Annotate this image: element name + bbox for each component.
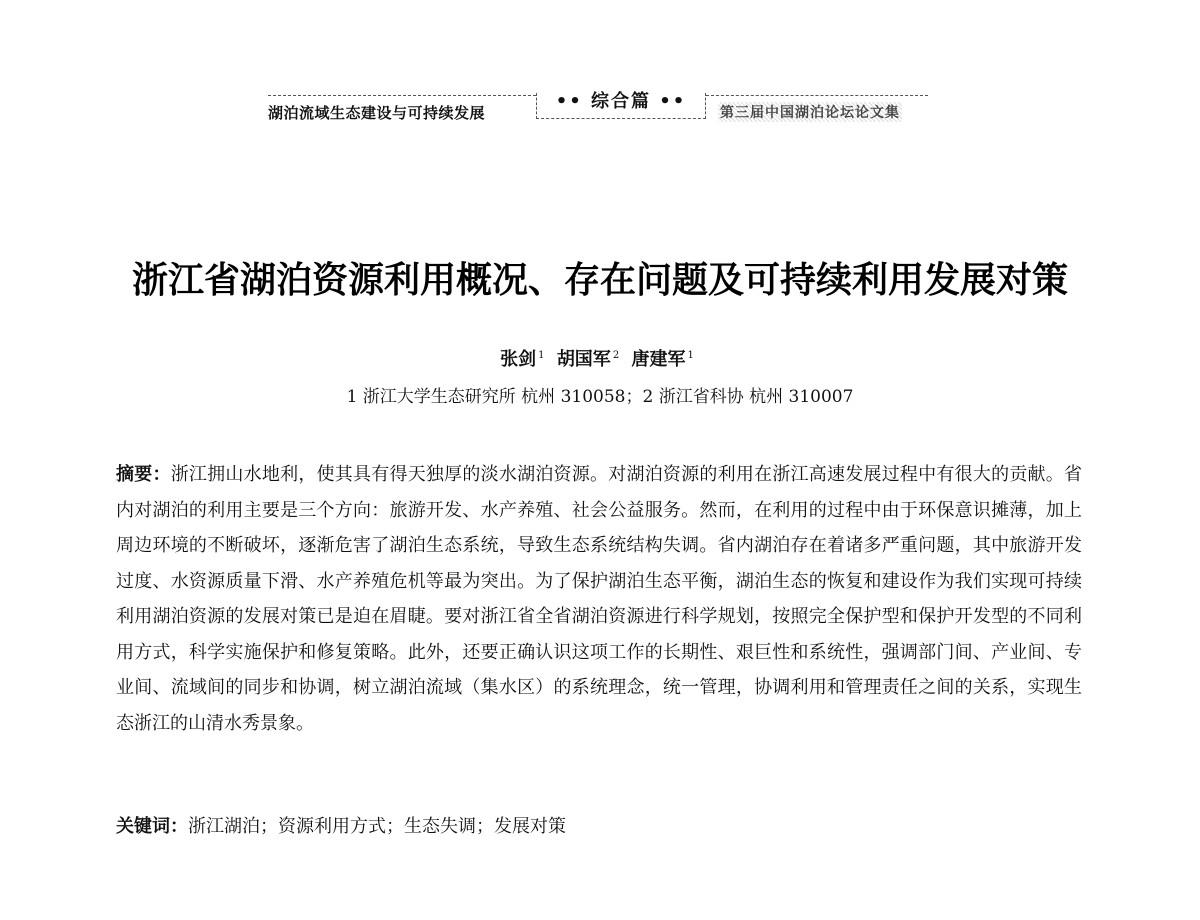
abstract (116, 457, 1082, 741)
running-header (268, 90, 928, 122)
abstract-text: 浙江拥山水地利，使其具有得天独厚的淡水湖泊资源。对湖泊资源的利用在浙江高速发展过程中有很大的贡献。省内对湖泊的利用主要是三个方向：旅游开发、水产养殖、社会公益服务。然而，在利用的过程中由于环保意识摊薄，加上周边环境的不断破坏，逐渐危害了湖泊生态系统，导致生态系统结构失调。省内湖泊存在着诸多严重问题，其中旅游开发过度、水资源质量下滑、水产养殖危机等最为突出。为了保护湖泊生态平衡，湖泊生态的恢复和建设作为我们实现可持续利用湖泊资源的发展对策已是迫在眉睫。要对浙江省全省湖泊资源进行科学规划，按照完全保护型和保护开发型的不同利用方式，科学实施保护和修复策略。此外，还要正确认识这项工作的长期性、艰巨性和系统性，强调部门间、产业间、专业间、流域间的同步和协调，树立湖泊流域（集水区）的系统理念，统一管理，协调利用和管理责任之间的关系，实现生态浙江的山清水秀景象。 (116, 464, 1083, 734)
affiliation-mark: 2 (612, 350, 620, 361)
affiliation-mark: 1 (538, 350, 545, 361)
running-header-proceedings: 第三届中国湖泊论坛论文集 (718, 102, 902, 122)
running-header-section-frame (536, 93, 706, 119)
keywords-label: 关键词： (116, 816, 188, 837)
paper-title: 浙江省湖泊资源利用概况、存在问题及可持续利用发展对策 (131, 259, 1068, 301)
author-list (0, 345, 1200, 371)
affiliation-mark: 1 (687, 350, 694, 361)
abstract-label: 摘要： (116, 464, 171, 485)
affiliations: 1 浙江大学生态研究所 杭州 310058；2 浙江省科协 杭州 310007 (346, 387, 854, 407)
running-header-section: •• 综合篇 •• (537, 87, 705, 113)
author-name: 胡国军 (556, 349, 611, 370)
author-name: 张剑 (500, 349, 537, 370)
keywords-text: 浙江湖泊；资源利用方式；生态失调；发展对策 (188, 816, 566, 837)
author-name: 唐建军 (631, 349, 686, 370)
running-header-book-title: 湖泊流域生态建设与可持续发展 (268, 104, 486, 122)
running-header-right-frame (706, 95, 928, 122)
keywords (116, 812, 1082, 838)
running-header-left-frame (268, 95, 536, 122)
